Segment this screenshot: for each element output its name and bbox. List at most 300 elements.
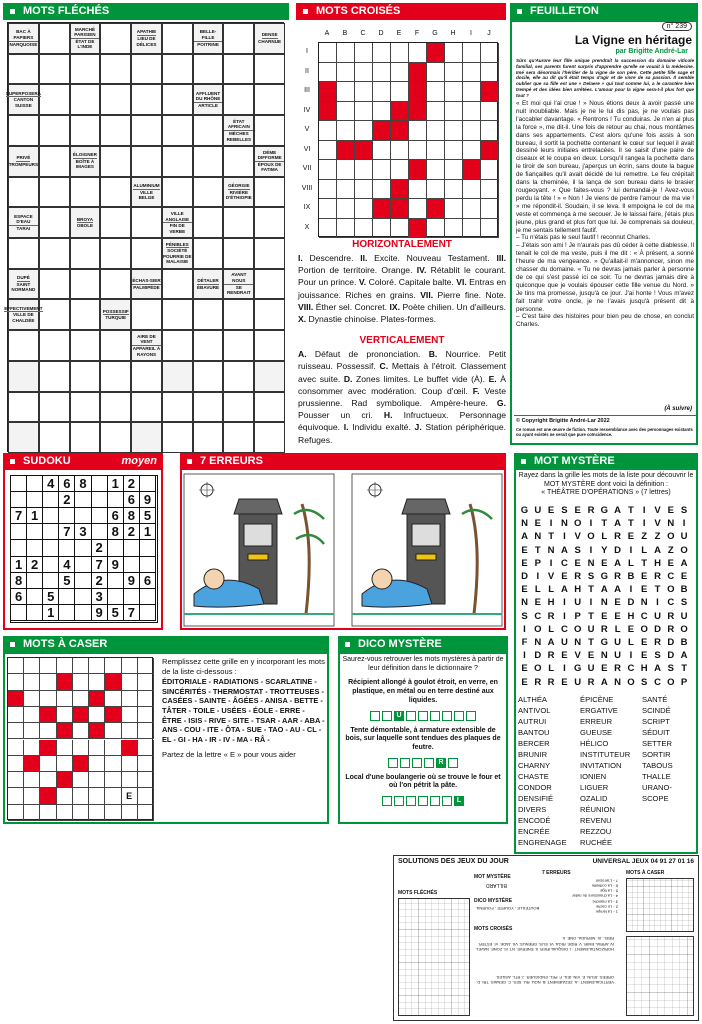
grid-letter: I (523, 623, 526, 635)
grid-letter: I (563, 597, 566, 609)
cartoon-left (184, 474, 334, 626)
sudoku-cell (75, 540, 91, 556)
grid-cell (73, 658, 89, 674)
grid-cell (138, 691, 154, 707)
answer-box (388, 758, 398, 768)
black-square (409, 219, 427, 239)
clue-cell (8, 269, 39, 300)
grid-cell (409, 141, 427, 161)
grid-cell (391, 219, 409, 239)
clue-text: OBOLE (76, 223, 94, 229)
sudoku-cell (124, 589, 140, 605)
header-label: MOT MYSTÈRE (534, 455, 615, 467)
grid-cell (427, 102, 445, 122)
clue-number: J. (414, 422, 426, 433)
grid-letter: U (614, 637, 622, 648)
grid-letter: I (563, 663, 566, 675)
word-item: SCINDÉ (642, 706, 671, 715)
grid-cell (193, 299, 224, 330)
grid-letter: U (534, 505, 542, 516)
header-label: MOTS FLÉCHÉS (23, 5, 110, 17)
grid-cell (39, 146, 70, 177)
grid-letter: N (534, 637, 542, 648)
grid-cell (355, 160, 373, 180)
word-item: AUTRUI (518, 717, 547, 726)
grid-cell (223, 392, 254, 423)
word-item: INSTITUTEUR (580, 750, 631, 759)
grid-letter: A (600, 584, 608, 596)
grid-cell (355, 43, 373, 63)
grid-letter: Z (667, 544, 674, 556)
clue-cell (8, 146, 39, 177)
grid-letter: R (547, 650, 555, 662)
grid-cell (131, 207, 162, 238)
grid-cell (8, 756, 24, 772)
answer-box (382, 796, 392, 806)
word-item: SCOPE (642, 794, 669, 803)
grid-cell (8, 788, 24, 804)
clue-cell (162, 207, 193, 238)
word-item: INVITATION (580, 761, 622, 770)
grid-cell (445, 121, 463, 141)
word-item: THALLE (642, 772, 671, 781)
grid-cell (373, 141, 391, 161)
header-label: 7 ERREURS (200, 455, 263, 467)
grid-letter: I (549, 557, 553, 569)
answer-box (412, 758, 422, 768)
grid-letter: H (654, 557, 661, 569)
clue-text: Éther sel. Concret. (315, 301, 390, 312)
grid-cell (57, 707, 73, 723)
clue-text: NARQUOISE (9, 41, 38, 47)
column-label: D (378, 30, 384, 37)
grid-letter: P (680, 676, 688, 688)
grid-letter: R (654, 637, 661, 648)
clue-text: Dynastie chinoise. Plates-formes. (308, 314, 437, 325)
clue-text: Infructueux. Personnage équivoque. (298, 410, 506, 433)
sudoku-cell (59, 540, 75, 556)
word-item: TABOUS (642, 761, 673, 770)
sudoku-cell (108, 540, 124, 556)
red-square (24, 756, 40, 772)
grid-cell (162, 422, 193, 453)
grid-cell (463, 63, 481, 83)
grid-cell (131, 115, 162, 146)
grid-letter: H (627, 610, 635, 622)
grid-cell (409, 121, 427, 141)
grid-cell (162, 177, 193, 208)
sudoku-cell: 9 (124, 573, 140, 589)
grid-letter: I (563, 531, 566, 543)
grid-letter: A (614, 505, 622, 516)
grid-cell (122, 674, 138, 690)
grid-letter: Z (654, 531, 661, 543)
sudoku-cell (140, 605, 156, 621)
row-labels (298, 42, 316, 237)
sudoku-cell: 4 (59, 557, 75, 573)
grid-letter: G (600, 571, 608, 582)
grid-letter: L (534, 584, 541, 596)
grid-cell (355, 219, 373, 239)
grid-cell (57, 756, 73, 772)
grid-cell (70, 361, 101, 392)
answer-box (448, 758, 458, 768)
grid-cell (57, 691, 73, 707)
grid-letter: I (549, 518, 553, 530)
grid-cell (70, 330, 101, 361)
grid-cell (131, 146, 162, 177)
grid-cell (445, 141, 463, 161)
sudoku-cell (108, 589, 124, 605)
grid-cell (73, 740, 89, 756)
grid-cell (39, 299, 70, 330)
grid-letter: A (614, 557, 622, 569)
divider (514, 415, 696, 416)
word-column (580, 694, 630, 848)
grid-letter: I (536, 571, 540, 582)
grid-cell (319, 63, 337, 83)
grid-letter: E (521, 557, 528, 569)
clue-text: Rétablit le courant. Pour un prince. (298, 265, 507, 288)
grid-letter: B (627, 571, 635, 582)
erreur-item: 2 - Le cache (595, 904, 618, 910)
grid-letter: A (680, 650, 688, 662)
clue-text: PRIVÉ (16, 155, 31, 161)
clue-number: VI. (456, 277, 470, 288)
grid-letter: T (627, 518, 634, 530)
red-square (40, 707, 56, 723)
grid-letter: U (680, 610, 688, 622)
clue-text: Station périphérique. Refuges. (298, 422, 507, 445)
clue-text: DÉTALER (197, 277, 219, 283)
feuilleton-body (516, 100, 694, 329)
clue-text: PÉNIBLES (165, 241, 189, 247)
grid-cell (481, 63, 499, 83)
grid-letter: I (589, 597, 593, 609)
grid-cell (73, 723, 89, 739)
grid-cell (8, 740, 24, 756)
grid-letter: L (627, 557, 634, 569)
sudoku-cell: 7 (124, 605, 140, 621)
sudoku-cell: 5 (59, 573, 75, 589)
clue-cell (4, 299, 43, 330)
black-square (409, 102, 427, 122)
grid-letter: E (534, 518, 541, 530)
clue-cell (8, 361, 39, 392)
grid-cell (445, 82, 463, 102)
grid-letter: H (640, 663, 648, 675)
grid-letter: R (547, 676, 555, 688)
answer-box: R (436, 758, 446, 768)
row-label: VIII (301, 184, 313, 192)
grid-cell (39, 177, 70, 208)
sudoku-cell: 5 (140, 508, 156, 524)
sudoku-cell (92, 524, 108, 540)
sudoku-cell: 6 (11, 589, 27, 605)
word-item: LIGUER (580, 783, 609, 792)
sudoku-cell (43, 524, 59, 540)
grid-cell (193, 330, 224, 361)
grid-cell (100, 207, 131, 238)
grid-cell (138, 772, 154, 788)
red-square (57, 772, 73, 788)
grid-cell (481, 43, 499, 63)
sudoku-cell (27, 605, 43, 621)
grid-letter: A (614, 584, 622, 596)
clue-text: ESPACE D'EAU (9, 214, 38, 226)
clue-text: POITRINE (197, 41, 219, 47)
grid-cell (39, 361, 70, 392)
grid-cell (138, 707, 154, 723)
grid-letter: A (654, 663, 661, 675)
grid-letter: D (654, 623, 661, 635)
grid-cell (70, 238, 101, 269)
grid-letter: O (680, 544, 688, 556)
grid-cell (223, 299, 254, 330)
word-item: SCRIPT (642, 717, 670, 726)
sudoku-cell (11, 605, 27, 621)
grid-letter: O (587, 531, 595, 543)
grid-cell (481, 180, 499, 200)
clue-cell (193, 23, 224, 54)
clue-text: DUPÉ (17, 275, 30, 281)
clue-text: Nourrice. Petit ruisseau. Possessif. (298, 349, 506, 372)
sudoku-cell: 2 (92, 573, 108, 589)
clue-text: MARCHÉ PARISIEN (71, 27, 100, 39)
red-square (105, 707, 121, 723)
grid-cell (100, 330, 131, 361)
start-letter: E (126, 791, 133, 802)
grid-cell (162, 23, 193, 54)
grid-cell (391, 141, 409, 161)
grid-cell (8, 658, 24, 674)
copyright: © Copyright Brigitte André-Lar 2022 (516, 418, 610, 424)
grid-letter: G (600, 505, 608, 516)
grid-letter: E (574, 505, 581, 516)
sudoku-cell: 2 (59, 492, 75, 508)
sudoku-cell (92, 476, 108, 492)
sol-erreurs-list (542, 878, 618, 914)
grid-letter: L (601, 531, 608, 543)
answer-box (442, 711, 452, 721)
sudoku-cell (43, 492, 59, 508)
grid-cell (89, 707, 105, 723)
sol-mf-grid (398, 898, 470, 1016)
grid-letter: O (534, 623, 542, 635)
grid-letter: L (614, 623, 621, 635)
grid-cell (138, 805, 154, 821)
grid-letter: T (627, 505, 634, 516)
row-label: X (304, 223, 310, 231)
grid-letter: A (600, 676, 608, 688)
grid-letter: C (627, 663, 635, 675)
clue-number: IV. (416, 265, 431, 276)
header-feuilleton (510, 3, 698, 20)
grid-cell (122, 805, 138, 821)
clue-text: Individu exalté. (352, 422, 415, 433)
word-item: IONIEN (580, 772, 607, 781)
grid-letter: E (627, 531, 635, 543)
grid-letter: U (574, 597, 582, 609)
answer-box (466, 711, 476, 721)
mot-mystere-grid (518, 505, 693, 692)
black-square (319, 82, 337, 102)
sol-horiz: HORIZONTALEMENT : I. DISQUALIFIER. II. ENERVE. NT. III. ZONE. NAVEL. IV. ARRIA. EMIR. V. RIDE. RIGA. VI. EUS. GRENUS. VII. JADE. VI. ESTER. REEL. IX. NERUDA. ONE. X. (474, 936, 614, 953)
grid-cell (319, 180, 337, 200)
sudoku-cell: 7 (92, 557, 108, 573)
grid-cell (57, 788, 73, 804)
grid-cell (373, 102, 391, 122)
grid-letter: E (521, 544, 528, 556)
grid-cell (70, 115, 101, 146)
grid-cell (8, 707, 24, 723)
grid-letter: E (641, 637, 648, 648)
clue-number: A. (298, 349, 315, 360)
clue-text: Pousser un cri. (298, 410, 384, 421)
grid-letter: B (680, 637, 688, 648)
grid-cell (131, 392, 162, 423)
clue-text: AIRE DE VENT (132, 334, 161, 346)
grid-cell (481, 160, 499, 180)
paragraph: « Et moi qui l'ai crue ! » Nous étions deux à avoir passé une nuit inoubliable. Mais je ne le lui dis pas, je ne voulais pas l'accabler davantage. « Rentrons ! Tu conduiras. Je n'en ai plus la force », me dit-il. Une fois de retour au chai, nous montâmes dans ses appartements. C'est alors qu'une fois assis à son bureau, il sortit la pochette contenant le cœur sur lequel il avait dessiné leurs initiales entrelacées. Il se saisit d'une paire de ciseaux et le coupa en deux. Lorsqu'il rangea la pochette dans le tiroir de son bureau, j'aperçus un écrin, sans doute la bague de fiançailles qu'il avait décidé de lui remettre. Le feu crépitait dans la cheminée, il la lança de son bureau dans le brasier rougeoyant. « Que faites-vous ? lui demandai-je ! Avez-vous perdu la tête ! » « Non ! Je viens de perdre l'amour de ma vie ! » me répondit-il. Soudain, il se leva. Il empoigna le col de ma veste et commença à me secouer. Je le laissai faire, j'étais plus jeune, plus grand et plus fort que lui. Je comprenais sa douleur, je me sentais tellement fautif. (516, 100, 694, 234)
sol-mot-mystere-answer: BILLARD (486, 882, 507, 888)
grid-cell (100, 361, 131, 392)
sudoku-cell: 1 (108, 476, 124, 492)
sudoku-cell: 5 (108, 605, 124, 621)
grid-letter: N (560, 518, 568, 530)
word-item: OZALID (580, 794, 608, 803)
clue-text: ÉCHAS-SIER (132, 277, 161, 283)
grid-letter: Z (641, 531, 648, 543)
mots-a-caser-grid (7, 657, 153, 820)
mac-word-list: ÉDITORIALE - RADIATIONS - SCARLATINE - SINCÉRITÉS - THERMOSTAT - TROTTEUSES - CASÉES - SAINTE - ÂGÉES - ANISA - BETTE - TÂTER - TOILE - USÉES - ÉOLE - ERRE - ÊTRE - ISIS - RIVE - SITE - TSAR - AAR - ABA - ANS - COU - ITE - ÔTA - SUE - TAO - AU - CL - EL - GI - HA - IR - IV - MA - RÂ - (162, 677, 325, 744)
verticalement-title: VERTICALEMENT (359, 335, 445, 347)
grid-cell (39, 392, 70, 423)
grid-cell (193, 146, 224, 177)
sudoku-cell (108, 492, 124, 508)
clue-text: SE RENDRAIT (226, 284, 251, 296)
grid-cell (40, 772, 56, 788)
sudoku-cell: 6 (140, 573, 156, 589)
clue-text: ÉPOUX DE FATIMA (257, 161, 282, 173)
grid-cell (105, 691, 121, 707)
black-square (427, 43, 445, 63)
clue-cell (223, 177, 254, 208)
clue-cell (5, 84, 41, 115)
red-square (105, 674, 121, 690)
sudoku-cell: 2 (124, 476, 140, 492)
grid-letter: E (561, 650, 568, 662)
grid-cell (138, 740, 154, 756)
grid-cell (39, 115, 70, 146)
grid-letter: N (534, 531, 542, 543)
clue-number: F. (472, 385, 485, 396)
grid-letter: N (614, 676, 622, 688)
grid-letter: R (547, 610, 555, 622)
grid-cell (337, 180, 355, 200)
grid-cell (70, 54, 101, 85)
clue-number: X. (298, 314, 309, 325)
grid-cell (391, 160, 409, 180)
word-item: REVENU (580, 816, 612, 825)
grid-cell (391, 82, 409, 102)
grid-cell (100, 392, 131, 423)
grid-cell (355, 102, 373, 122)
sept-erreurs-images (184, 474, 504, 626)
grid-letter: E (521, 584, 528, 596)
grid-cell (463, 199, 481, 219)
grid-letter: E (667, 505, 674, 516)
grid-cell (223, 238, 254, 269)
grid-letter: C (667, 571, 675, 582)
grid-cell (391, 43, 409, 63)
grid-letter: C (534, 610, 542, 622)
grid-letter: U (574, 676, 582, 688)
grid-cell (427, 160, 445, 180)
grid-letter: E (601, 610, 608, 622)
cartoon-right (352, 474, 502, 626)
sudoku-cell (75, 589, 91, 605)
sol-mf-label: MOTS FLÉCHÉS (398, 890, 438, 896)
clue-cell (131, 422, 162, 453)
header-label: MOTS À CASER (23, 638, 108, 650)
grid-letter: R (574, 571, 582, 582)
clue-text: ALUMINIUM (133, 183, 160, 189)
mots-fleches-grid (4, 22, 284, 452)
mots-croises-clues (298, 239, 506, 444)
sudoku-cell (140, 540, 156, 556)
header-dico-mystere (338, 636, 508, 653)
grid-letter: U (614, 650, 622, 662)
grid-cell (445, 160, 463, 180)
grid-cell (223, 146, 254, 177)
word-item: REZZOU (580, 827, 612, 836)
word-item: SORTIR (642, 750, 671, 759)
grid-letter: U (680, 531, 688, 543)
clue-text: Coloré. Capitale balte. (368, 277, 457, 288)
header-mots-a-caser (3, 636, 329, 653)
mot-mystere-words (518, 694, 694, 852)
grid-cell (24, 723, 40, 739)
red-square (73, 707, 89, 723)
clue-text: Défaut de prononciation. (314, 349, 429, 360)
black-square (463, 160, 481, 180)
grid-letter: E (534, 597, 541, 609)
disclaimer: Ce roman est une œuvre de fiction. Toute ressemblance avec des personnages existants ou ayant existés ne serait que pure coïncidence. (516, 427, 693, 437)
clue-text: ARTICLE (198, 103, 218, 109)
grid-letter: N (640, 597, 648, 609)
clue-text: Veste prussienne. Rad symbolique. Ampère-heure. (298, 385, 506, 409)
grid-cell (100, 54, 131, 85)
grid-cell (122, 772, 138, 788)
grid-cell (100, 269, 131, 300)
clue-number: II. (360, 253, 375, 263)
clue-text: EFFECTIVEMENT (4, 305, 43, 311)
grid-letter: O (667, 676, 675, 688)
grid-cell (223, 54, 254, 85)
answer-box (394, 796, 404, 806)
grid-letter: E (521, 663, 528, 675)
word-item: CHARNY (518, 761, 551, 770)
sudoku-cell (92, 492, 108, 508)
grid-letter: R (614, 571, 622, 582)
sol-dico-label: DICO MYSTÈRE (474, 898, 513, 904)
clue-number: D. (343, 373, 357, 384)
grid-letter: E (547, 505, 555, 516)
word-item: ENGRENAGE (518, 838, 567, 847)
word-item: RUCHÉE (580, 838, 613, 847)
grid-letter: T (588, 610, 594, 622)
